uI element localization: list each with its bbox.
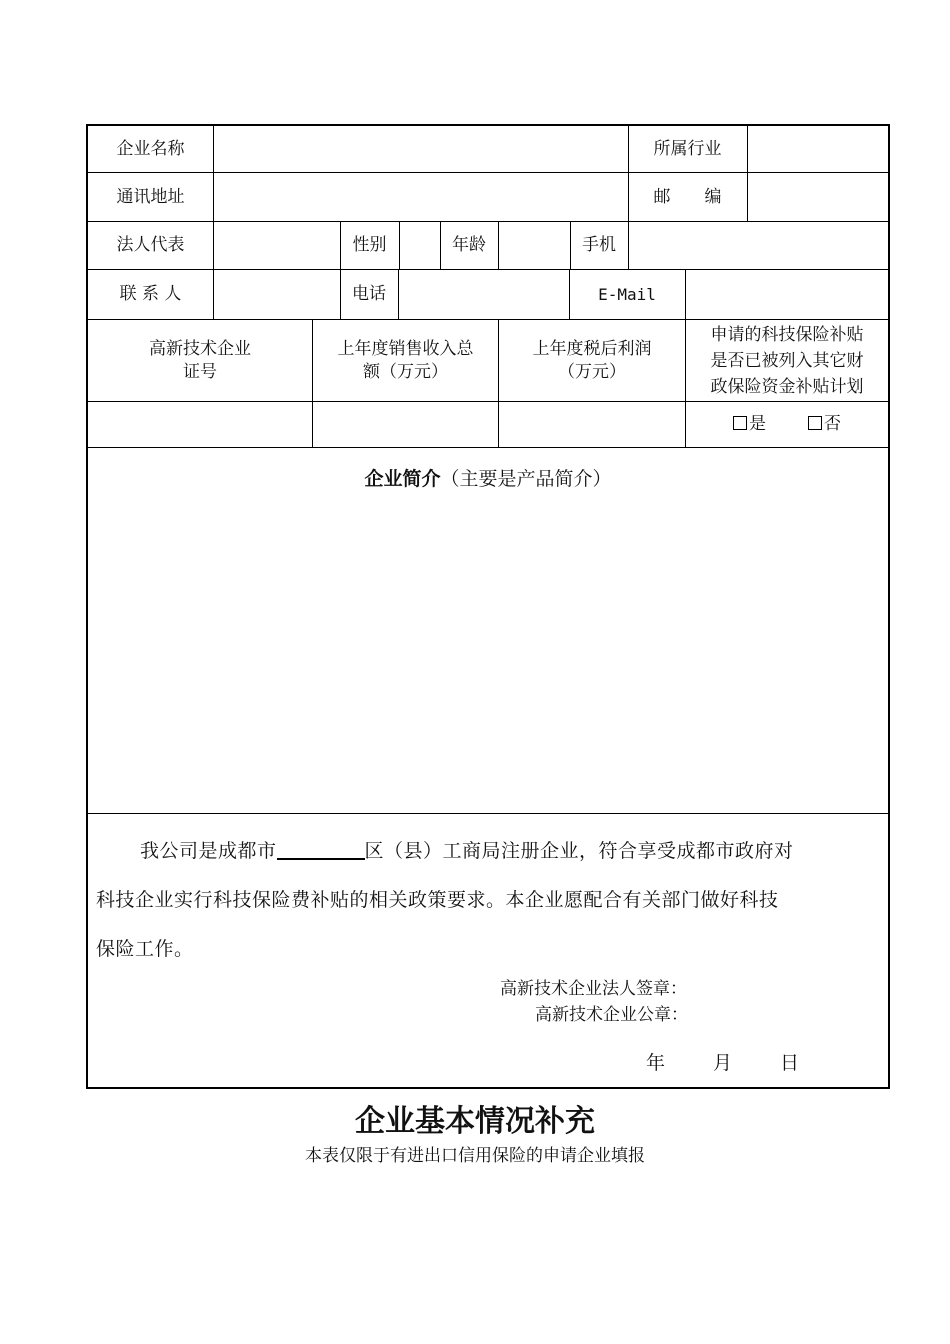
intro-heading-note: （主要是产品简介） bbox=[440, 468, 612, 490]
revenue-label bbox=[313, 320, 498, 401]
company-name-field[interactable] bbox=[214, 126, 628, 172]
legal-rep-label: 法人代表 bbox=[116, 235, 185, 255]
subsidy-label-line2: 是否已被列入其它财 bbox=[710, 350, 864, 371]
declaration-line2: 科技企业实行科技保险费补贴的相关政策要求。本企业愿配合有关部门做好科技 bbox=[96, 889, 779, 911]
industry-label: 所属行业 bbox=[653, 138, 722, 159]
company-name-label: 企业名称 bbox=[116, 138, 185, 159]
no-option[interactable] bbox=[808, 413, 841, 436]
yes-checkbox[interactable] bbox=[733, 416, 747, 430]
company-seal-label: 高新技术企业公章： bbox=[535, 1005, 688, 1025]
yes-option[interactable] bbox=[733, 413, 766, 436]
intro-heading-bold: 企业简介 bbox=[364, 468, 441, 490]
revenue-label-line1: 上年度销售收入总 bbox=[337, 338, 474, 359]
declaration-line3: 保险工作。 bbox=[96, 938, 194, 960]
age-field[interactable] bbox=[499, 222, 570, 269]
address-label: 通讯地址 bbox=[116, 186, 185, 207]
application-form bbox=[86, 124, 890, 1089]
phone-field[interactable] bbox=[399, 270, 569, 319]
company-intro-field[interactable] bbox=[88, 496, 888, 811]
email-field[interactable] bbox=[686, 270, 888, 319]
declaration-line1-after: 区（县）工商局注册企业，符合享受成都市政府对 bbox=[364, 840, 794, 862]
gender-label: 性别 bbox=[352, 235, 387, 255]
postcode-label: 邮 编 bbox=[653, 186, 722, 207]
declaration-line1 bbox=[140, 836, 794, 863]
declaration-line1-before: 我公司是成都市 bbox=[140, 840, 277, 862]
legal-rep-field[interactable] bbox=[214, 222, 340, 269]
section-title: 企业基本情况补充 bbox=[355, 1104, 595, 1139]
date-year-label: 年 bbox=[646, 1052, 666, 1074]
cert-number-label bbox=[88, 320, 312, 401]
mobile-field[interactable] bbox=[629, 222, 888, 269]
phone-label: 电话 bbox=[352, 284, 386, 304]
row-divider bbox=[88, 813, 888, 814]
cert-label-line2: 证号 bbox=[183, 361, 217, 382]
mobile-label: 手机 bbox=[582, 235, 616, 255]
address-field[interactable] bbox=[214, 173, 628, 221]
profit-field[interactable] bbox=[499, 402, 685, 447]
gender-field[interactable] bbox=[400, 222, 440, 269]
industry-field[interactable] bbox=[748, 126, 888, 172]
date-month-label: 月 bbox=[713, 1052, 733, 1074]
contact-field[interactable] bbox=[214, 270, 340, 319]
section-subtitle: 本表仅限于有进出口信用保险的申请企业填报 bbox=[305, 1146, 645, 1166]
profit-label-line2: （万元） bbox=[558, 361, 626, 382]
subsidy-label-line1: 申请的科技保险补贴 bbox=[710, 324, 864, 345]
subsidy-label-line3: 政保险资金补贴计划 bbox=[710, 376, 864, 397]
legal-rep-seal-label: 高新技术企业法人签章： bbox=[500, 979, 687, 999]
contact-label: 联 系 人 bbox=[119, 284, 182, 304]
revenue-label-line2: 额（万元） bbox=[363, 361, 448, 382]
row-divider bbox=[88, 447, 888, 448]
postcode-field[interactable] bbox=[748, 173, 888, 221]
subsidy-question-label bbox=[686, 320, 888, 401]
email-label: E-Mail bbox=[598, 285, 656, 304]
subsidy-options bbox=[686, 402, 888, 447]
no-label: 否 bbox=[824, 414, 841, 434]
revenue-field[interactable] bbox=[313, 402, 498, 447]
district-blank[interactable] bbox=[277, 838, 365, 860]
yes-label: 是 bbox=[749, 414, 766, 434]
company-intro-heading bbox=[88, 464, 888, 491]
cert-number-field[interactable] bbox=[88, 402, 312, 447]
age-label: 年龄 bbox=[452, 235, 486, 255]
profit-label bbox=[499, 320, 685, 401]
cert-label-line1: 高新技术企业 bbox=[149, 338, 251, 359]
no-checkbox[interactable] bbox=[808, 416, 822, 430]
date-day-label: 日 bbox=[780, 1052, 800, 1074]
profit-label-line1: 上年度税后利润 bbox=[532, 338, 652, 359]
